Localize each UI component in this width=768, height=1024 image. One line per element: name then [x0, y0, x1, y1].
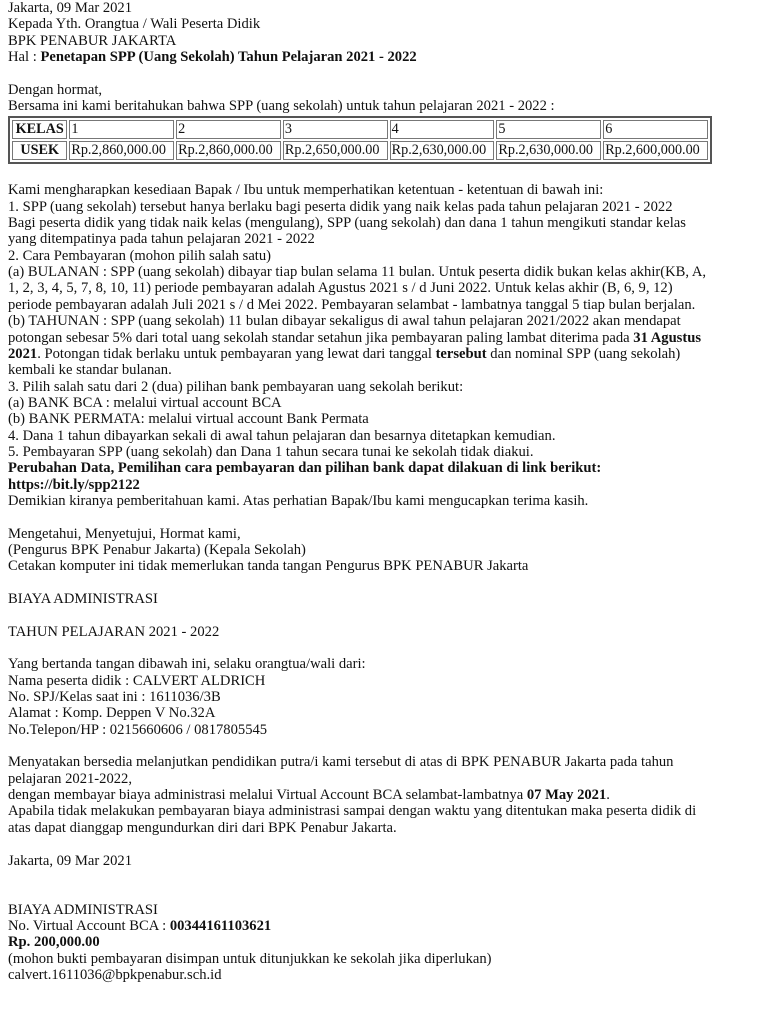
row-header: KELAS: [12, 120, 67, 139]
admin-year: TAHUN PELAJARAN 2021 - 2022: [8, 623, 220, 640]
student-address: Alamat : Komp. Deppen V No.32A: [8, 705, 216, 722]
admin-date: Jakarta, 09 Mar 2021: [8, 852, 133, 869]
statement-line: pelajaran 2021-2022,: [8, 770, 133, 787]
va-label: No. Virtual Account BCA :: [8, 917, 170, 934]
change-data-link[interactable]: [8, 477, 768, 493]
body-line: Bagi peserta didik yang tidak naik kelas (mengulang), SPP (uang sekolah) dan dana 1 tahun mengikuti standar kelas: [8, 215, 686, 232]
student-spj: No. SPJ/Kelas saat ini : 1611036/3B: [8, 689, 221, 706]
body-line: (a) BULANAN : SPP (uang sekolah) dibayar tiap bulan selama 11 bulan. Untuk peserta didik bukan kelas akhir(KB, A,: [8, 264, 707, 281]
body-line: Demikian kiranya pemberitahuan kami. Atas perhatian Bapak/Ibu kami mengucapkan terima kasih.: [8, 492, 589, 509]
body-line: (b) TAHUNAN : SPP (uang sekolah) 11 bulan dibayar sekaligus di awal tahun pelajaran 2021/2022 akan mendapat: [8, 313, 681, 330]
body-line: (b) BANK PERMATA: melalui virtual account Bank Permata: [8, 411, 369, 428]
admin-title-2: BIAYA ADMINISTRASI: [8, 901, 158, 918]
letter-date: Jakarta, 09 Mar 2021: [8, 0, 133, 16]
change-data-note: [8, 460, 768, 476]
body-line: 1. SPP (uang sekolah) tersebut hanya berlaku bagi peserta didik yang naik kelas pada tahun pelajaran 2021 - 2022: [8, 198, 673, 215]
table-row-usek: [12, 141, 708, 160]
table-cell: 4: [390, 120, 495, 139]
body-line: yang ditempatinya pada tahun pelajaran 2021 - 2022: [8, 231, 315, 248]
table-cell: Rp.2,650,000.00: [283, 141, 388, 160]
text: potongan sebesar 5% dari total uang sekolah standar setahun jika pembayaran paling lambat diterima pada: [8, 329, 634, 346]
body-line: 2. Cara Pembayaran (mohon pilih salah satu): [8, 247, 272, 264]
deadline-year: 2021: [8, 345, 38, 362]
text: Perubahan Data, Pemilihan cara pembayaran dan pilihan bank dapat dilakuan di link berikut:: [8, 460, 602, 477]
statement-line: Apabila tidak melakukan pembayaran biaya administrasi sampai dengan waktu yang ditentukan maka peserta didik di: [8, 803, 697, 820]
table-cell: Rp.2,630,000.00: [496, 141, 601, 160]
table-cell: 1: [69, 120, 174, 139]
closing-line: (Pengurus BPK Penabur Jakarta) (Kepala Sekolah): [8, 541, 306, 558]
organization: BPK PENABUR JAKARTA: [8, 32, 177, 49]
admin-intro: Yang bertanda tangan dibawah ini, selaku orangtua/wali dari:: [8, 656, 366, 673]
body-line: kembali ke standar bulanan.: [8, 362, 172, 379]
text: .: [606, 787, 610, 804]
admin-title: BIAYA ADMINISTRASI: [8, 591, 158, 607]
body-line: 5. Pembayaran SPP (uang sekolah) dan Dana 1 tahun secara tunai ke sekolah tidak diakui.: [8, 443, 534, 460]
body-line: Kami mengharapkan kesediaan Bapak / Ibu untuk memperhatikan ketentuan - ketentuan di bawah ini:: [8, 182, 604, 199]
recipient: Kepada Yth. Orangtua / Wali Peserta Didik: [8, 16, 261, 33]
body-line: 1, 2, 3, 4, 5, 7, 8, 10, 11) periode pembayaran adalah Agustus 2021 s / d Juni 2022. Untuk kelas akhir (B, 6, 9, 12): [8, 280, 673, 297]
table-cell: 5: [496, 120, 601, 139]
emphasis: tersebut: [435, 345, 487, 362]
spp-table: [8, 116, 712, 164]
admin-note: (mohon bukti pembayaran disimpan untuk ditunjukkan ke sekolah jika diperlukan): [8, 950, 492, 967]
subject: Penetapan SPP (Uang Sekolah) Tahun Pelajaran 2021 - 2022: [40, 49, 417, 66]
closing-line: Mengetahui, Menyetujui, Hormat kami,: [8, 525, 241, 542]
amount: Rp. 200,000.00: [8, 934, 100, 951]
body-line: (a) BANK BCA : melalui virtual account BCA: [8, 394, 282, 411]
link[interactable]: https://bit.ly/spp2122: [8, 476, 140, 493]
payment-deadline: 07 May 2021: [526, 787, 607, 804]
table-row-kelas: [12, 120, 708, 139]
subject-line: [8, 49, 768, 65]
student-name: Nama peserta didik : CALVERT ALDRICH: [8, 672, 266, 689]
body-line: periode pembayaran adalah Juli 2021 s / d Mei 2022. Pembayaran selambat - lambatnya tanggal 5 tiap bulan berjalan.: [8, 296, 696, 313]
text: dengan membayar biaya administrasi melalui Virtual Account BCA selambat-lambatnya: [8, 787, 527, 804]
body-line: 4. Dana 1 tahun dibayarkan sekali di awal tahun pelajaran dan besarnya ditetapkan kemudian.: [8, 427, 556, 444]
va-number: 00344161103621: [169, 917, 272, 934]
table-cell: Rp.2,600,000.00: [603, 141, 708, 160]
body-line: [8, 346, 768, 362]
table-cell: Rp.2,860,000.00: [176, 141, 281, 160]
statement-line: Menyatakan bersedia melanjutkan pendidikan putra/i kami tersebut di atas di BPK PENABUR Jakarta pada tahun: [8, 754, 674, 771]
table-cell: 6: [603, 120, 708, 139]
table-cell: 3: [283, 120, 388, 139]
statement-line: atas dapat dianggap mengundurkan diri dari BPK Penabur Jakarta.: [8, 819, 397, 836]
intro: Bersama ini kami beritahukan bahwa SPP (uang sekolah) untuk tahun pelajaran 2021 - 2022 :: [8, 98, 555, 115]
text: dan nominal SPP (uang sekolah): [486, 345, 681, 362]
student-email: calvert.1611036@bpkpenabur.sch.id: [8, 966, 222, 983]
table-cell: Rp.2,860,000.00: [69, 141, 174, 160]
table-cell: Rp.2,630,000.00: [390, 141, 495, 160]
deadline: 31 Agustus: [633, 329, 702, 346]
admin-amount: [8, 934, 768, 950]
statement-line: [8, 787, 768, 803]
text: . Potongan tidak berlaku untuk pembayaran yang lewat dari tanggal: [37, 345, 436, 362]
body-line: [8, 330, 768, 346]
greeting: Dengan hormat,: [8, 81, 103, 98]
subject-prefix: Hal :: [8, 49, 41, 66]
body-line: 3. Pilih salah satu dari 2 (dua) pilihan bank pembayaran uang sekolah berikut:: [8, 378, 464, 395]
row-header: USEK: [12, 141, 67, 160]
table-cell: 2: [176, 120, 281, 139]
student-phone: No.Telepon/HP : 0215660606 / 0817805545: [8, 721, 268, 738]
closing-line: Cetakan komputer ini tidak memerlukan tanda tangan Pengurus BPK PENABUR Jakarta: [8, 558, 529, 575]
virtual-account: [8, 918, 768, 934]
